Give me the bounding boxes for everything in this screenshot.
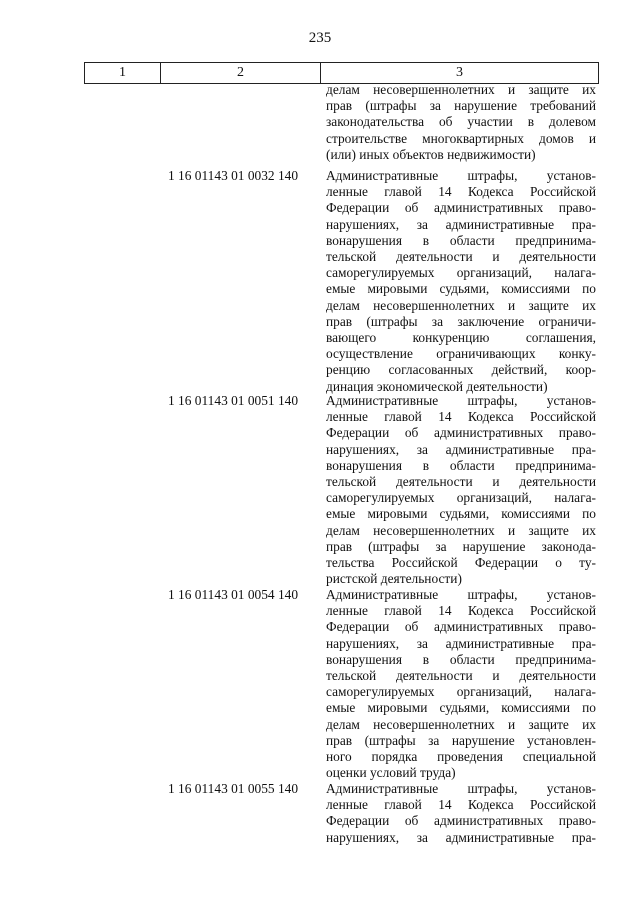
text-line: Федерации об административных право- bbox=[326, 200, 596, 216]
text-line: прав (штрафы за нарушение законода- bbox=[326, 538, 596, 554]
text-line: прав (штрафы за заключение ограничи- bbox=[326, 313, 596, 329]
text-line: законодательства об участии в долевом bbox=[326, 114, 596, 130]
text-line: прав (штрафы за нарушение установлен- bbox=[326, 732, 596, 748]
row-description bbox=[326, 393, 596, 587]
text-line: вонарушения в области предпринима- bbox=[326, 651, 596, 667]
text-line: вонарушения в области предпринима- bbox=[326, 457, 596, 473]
budget-code: 1 16 01143 01 0055 140 bbox=[168, 781, 299, 796]
text-line: ристской деятельности) bbox=[326, 571, 462, 587]
text-line: динация экономической деятельности) bbox=[326, 378, 548, 394]
text-line: нарушениях, за административные пра- bbox=[326, 829, 596, 845]
row-description bbox=[326, 587, 596, 781]
text-line: саморегулируемых организаций, налага- bbox=[326, 490, 596, 506]
row-description bbox=[326, 781, 596, 846]
text-line: ного порядка проведения специальной bbox=[326, 749, 596, 765]
text-line: делам несовершеннолетних и защите их bbox=[326, 716, 596, 732]
budget-code: 1 16 01143 01 0032 140 bbox=[168, 168, 299, 183]
text-line: нарушениях, за административные пра- bbox=[326, 441, 596, 457]
column-header-3: 3 bbox=[456, 65, 463, 80]
text-line: тельской деятельности и деятельности bbox=[326, 474, 596, 490]
text-line: ленные главой 14 Кодекса Российской bbox=[326, 184, 596, 200]
text-line: саморегулируемых организаций, налага- bbox=[326, 684, 596, 700]
text-line: оценки условий труда) bbox=[326, 765, 456, 781]
text-line: прав (штрафы за нарушение требований bbox=[326, 98, 596, 114]
text-line: Административные штрафы, установ- bbox=[326, 781, 596, 796]
text-line: саморегулируемых организаций, налага- bbox=[326, 265, 596, 281]
text-line: ленные главой 14 Кодекса Российской bbox=[326, 409, 596, 425]
text-line: нарушениях, за административные пра- bbox=[326, 216, 596, 232]
text-line: Административные штрафы, установ- bbox=[326, 168, 596, 183]
text-line: Федерации об административных право- bbox=[326, 813, 596, 829]
text-line: Федерации об административных право- bbox=[326, 425, 596, 441]
text-line: Административные штрафы, установ- bbox=[326, 393, 596, 408]
text-line: делам несовершеннолетних и защите их bbox=[326, 82, 596, 97]
column-header-2: 2 bbox=[161, 63, 321, 83]
text-line: ленные главой 14 Кодекса Российской bbox=[326, 797, 596, 813]
row-description bbox=[326, 168, 596, 395]
budget-code: 1 16 01143 01 0051 140 bbox=[168, 393, 299, 408]
column-header-1: 1 bbox=[85, 63, 161, 83]
text-line: тельства Российской Федерации о ту- bbox=[326, 555, 596, 571]
text-line: ленные главой 14 Кодекса Российской bbox=[326, 603, 596, 619]
budget-code: 1 16 01143 01 0054 140 bbox=[168, 587, 299, 602]
text-line: вонарушения в области предпринима- bbox=[326, 232, 596, 248]
text-line: емые мировыми судьями, комиссиями по bbox=[326, 281, 596, 297]
text-line: емые мировыми судьями, комиссиями по bbox=[326, 506, 596, 522]
text-line: емые мировыми судьями, комиссиями по bbox=[326, 700, 596, 716]
text-line: ренцию согласованных действий, коор- bbox=[326, 362, 596, 378]
text-line: строительстве многоквартирных домов и bbox=[326, 130, 596, 146]
page-number: 235 bbox=[308, 30, 332, 46]
text-line: тельской деятельности и деятельности bbox=[326, 249, 596, 265]
text-line: Административные штрафы, установ- bbox=[326, 587, 596, 602]
continuation-text bbox=[326, 82, 596, 163]
text-line: Федерации об административных право- bbox=[326, 619, 596, 635]
text-line: осуществление ограничивающих конку- bbox=[326, 346, 596, 362]
table-header bbox=[84, 62, 599, 84]
text-line: нарушениях, за административные пра- bbox=[326, 635, 596, 651]
text-line: тельской деятельности и деятельности bbox=[326, 668, 596, 684]
text-line: вающего конкуренцию соглашения, bbox=[326, 330, 596, 346]
text-line: (или) иных объектов недвижимости) bbox=[326, 146, 536, 162]
text-line: делам несовершеннолетних и защите их bbox=[326, 522, 596, 538]
text-line: делам несовершеннолетних и защите их bbox=[326, 297, 596, 313]
